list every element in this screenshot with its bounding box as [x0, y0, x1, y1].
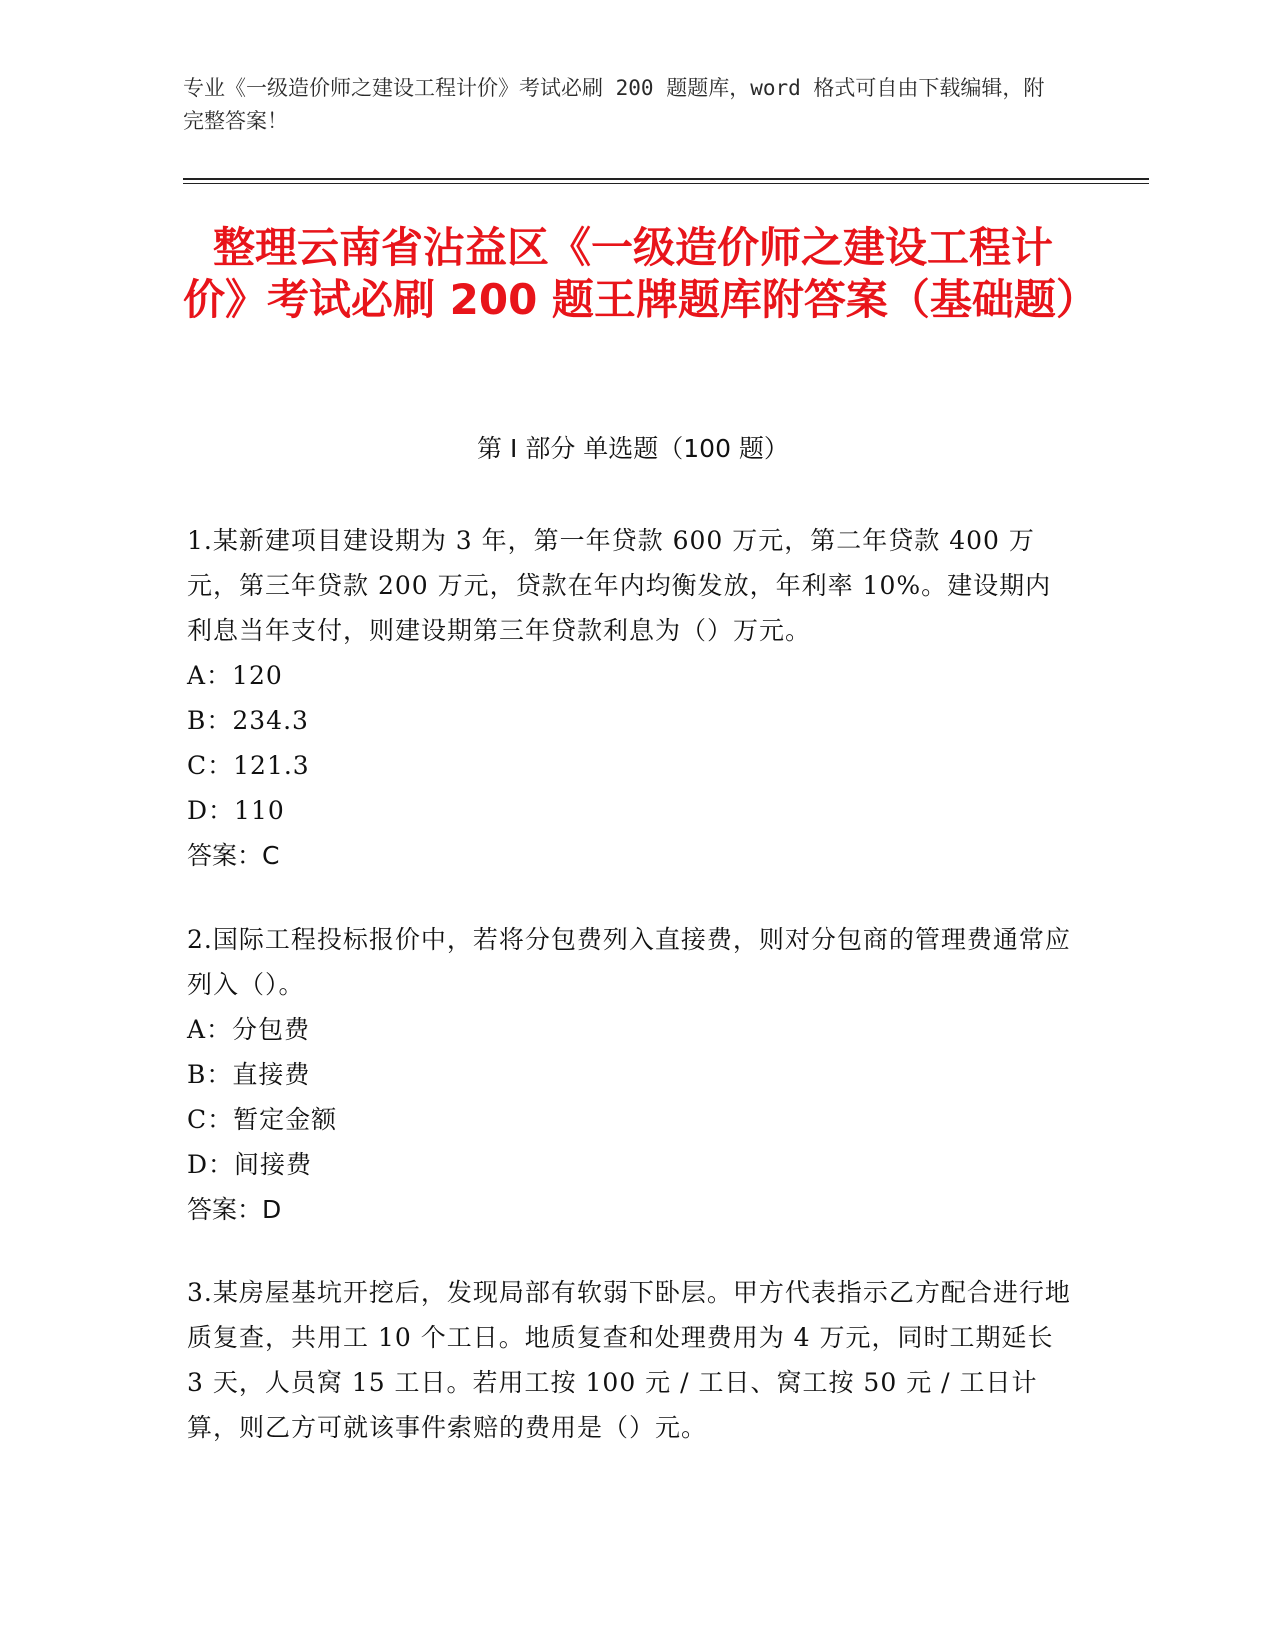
option-a: A：120 [187, 661, 283, 690]
option-b: B：直接费 [187, 1060, 311, 1089]
header-note: 专业《一级造价师之建设工程计价》考试必刷 200 题题库，word 格式可自由下载编辑，附完整答案！ [183, 76, 1045, 133]
option-c: C：暂定金额 [187, 1105, 338, 1134]
document-title: 整理云南省沾益区《一级造价师之建设工程计价》考试必刷 200 题王牌题库附答案（基础题） [183, 223, 1098, 324]
answer-line: 答案：C [187, 841, 280, 870]
question-item [187, 917, 1077, 1232]
question-stem: 3.某房屋基坑开挖后，发现局部有软弱下卧层。甲方代表指示乙方配合进行地质复查，共用工 10 个工日。地质复查和处理费用为 4 万元，同时工期延长 3 天，人员窝 15 工日。若用工按 100 元 / 工日、窝工按 50 元 / 工日计算，则乙方可就该事件索赔的费用是（）元。 [187, 1278, 1071, 1442]
question-stem: 2.国际工程投标报价中，若将分包费列入直接费，则对分包商的管理费通常应列入（）。 [187, 925, 1071, 999]
option-d: D：间接费 [187, 1150, 313, 1179]
question-item [187, 518, 1077, 878]
option-c: C：121.3 [187, 751, 310, 780]
option-b: B：234.3 [187, 706, 309, 735]
question-item [187, 1270, 1077, 1450]
option-a: A：分包费 [187, 1015, 311, 1044]
option-d: D：110 [187, 796, 285, 825]
header-divider-thin [183, 183, 1149, 184]
section-heading: 第 I 部分 单选题（100 题） [477, 434, 789, 463]
question-stem: 1.某新建项目建设期为 3 年，第一年贷款 600 万元，第二年贷款 400 万元，第三年贷款 200 万元，贷款在年内均衡发放，年利率 10%。建设期内利息当年支付，则建设期第三年贷款利息为（）万元。 [187, 526, 1052, 645]
header-divider [183, 178, 1149, 180]
answer-line: 答案：D [187, 1195, 282, 1224]
